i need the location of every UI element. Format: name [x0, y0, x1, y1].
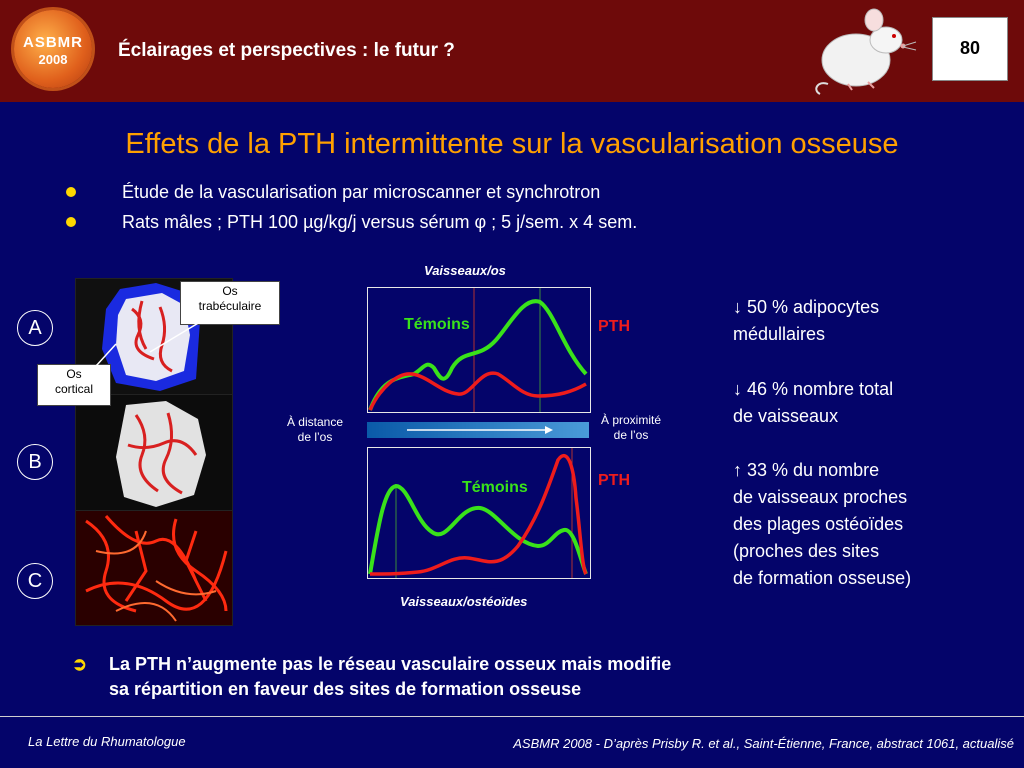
axis-label-line: À distance [286, 415, 344, 429]
result-line: de formation osseuse) [733, 568, 912, 588]
chart-top-pth-label: PTH [598, 318, 630, 335]
bullet-text: Rats mâles ; PTH 100 µg/kg/j versus sérum φ ; 5 j/sem. x 4 sem. [122, 212, 638, 232]
pth-curve [370, 456, 586, 574]
image-panel-c [75, 510, 233, 626]
result-line: de vaisseaux proches [733, 487, 908, 507]
result-line: de vaisseaux [733, 406, 839, 426]
bullet-dot-icon [66, 217, 76, 227]
result-line: (proches des sites [733, 541, 880, 561]
callout-line: Os [222, 284, 238, 298]
axis-label-near [586, 413, 676, 443]
conclusion-arrow-icon: ➲ [72, 654, 88, 674]
callout-line: cortical [54, 382, 93, 396]
slide-title: Effets de la PTH intermittente sur la vascularisation osseuse [125, 128, 899, 160]
axis-label-line: de l’os [613, 428, 649, 442]
callout-cortical-bone [37, 364, 111, 406]
right-arrow-icon [367, 422, 589, 438]
image-panel-b [75, 394, 233, 512]
chart-bottom-title: Vaisseaux/ostéoïdes [400, 594, 528, 609]
chart-top-title: Vaisseaux/os [424, 263, 506, 278]
bone-scan-b-image [76, 395, 232, 511]
footer-citation: ASBMR 2008 - D’après Prisby R. et al., Saint-Étienne, France, abstract 1061, actualisé [513, 736, 1014, 751]
bullet-dot-icon [66, 187, 76, 197]
mouse-icon [808, 6, 918, 98]
panel-label-a: A [17, 310, 53, 346]
result-vessel-count [733, 376, 893, 430]
result-line: des plages ostéoïdes [733, 514, 904, 534]
header-title: Éclairages et perspectives : le futur ? [118, 40, 455, 61]
axis-label-far [270, 415, 360, 445]
vessel-scan-c-image [76, 511, 232, 625]
callout-line: Os [66, 367, 82, 381]
footer-divider [0, 716, 1024, 717]
result-line: ↓ 50 % adipocytes [733, 297, 880, 317]
chart-bottom-pth-label: PTH [598, 472, 630, 489]
bullet-text: Étude de la vascularisation par microscanner et synchrotron [122, 182, 601, 202]
page-number: 80 [932, 17, 1008, 81]
result-line: ↓ 46 % nombre total [733, 379, 894, 399]
axis-label-line: À proximité [600, 413, 662, 427]
panel-label-c: C [17, 563, 53, 599]
result-adipocytes [733, 294, 879, 348]
logo-line1: ASBMR [23, 34, 83, 51]
chart-bottom-plot [368, 448, 590, 578]
chart-bottom [367, 447, 591, 579]
footer-journal: La Lettre du Rhumatologue [28, 734, 186, 749]
header-bar [0, 0, 1024, 102]
distance-gradient-bar [367, 422, 589, 438]
callout-line: trabéculaire [198, 299, 262, 313]
callout-trabecular-bone [180, 281, 280, 325]
conclusion-line: sa répartition en faveur des sites de formation osseuse [109, 679, 582, 699]
axis-label-line: de l’os [297, 430, 333, 444]
chart-top [367, 287, 591, 413]
logo-line2: 2008 [38, 52, 68, 67]
conclusion-line: La PTH n’augmente pas le réseau vasculaire osseux mais modifie [109, 654, 672, 674]
result-vessels-osteoid [733, 457, 911, 592]
panel-label-b: B [17, 444, 53, 480]
result-line: médullaires [733, 324, 826, 344]
chart-bottom-control-label: Témoins [462, 479, 528, 496]
asbmr-logo [14, 10, 92, 88]
result-line: ↑ 33 % du nombre [733, 460, 880, 480]
chart-top-plot [368, 288, 590, 412]
chart-top-control-label: Témoins [404, 316, 470, 333]
